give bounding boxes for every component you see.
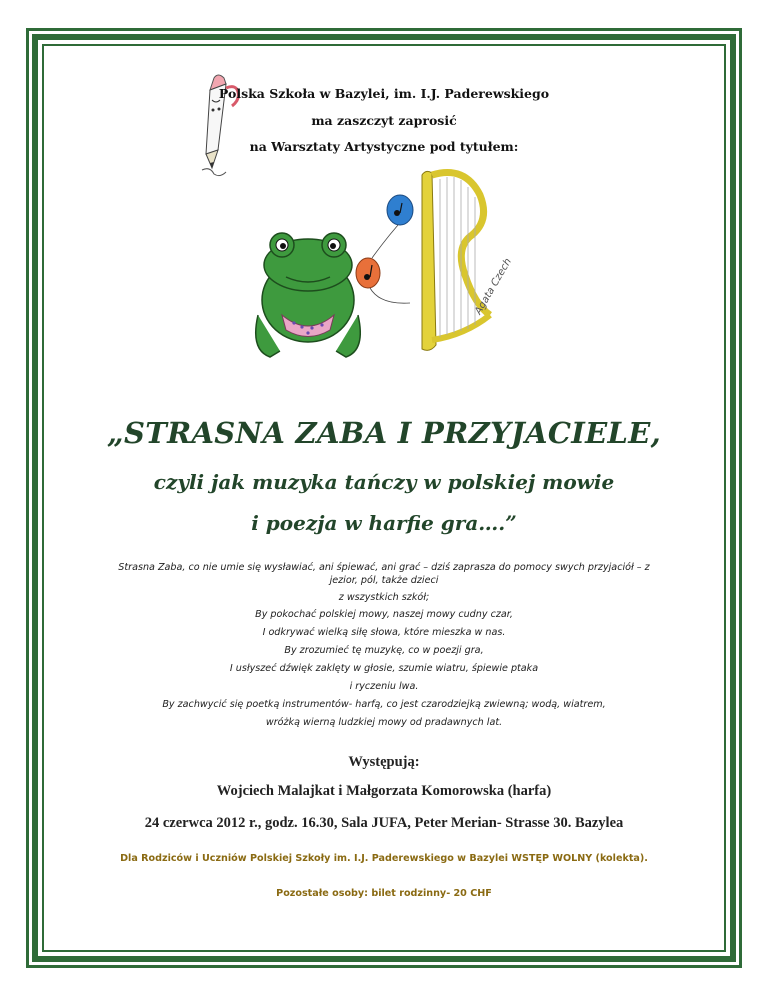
harp-drawing: [422, 171, 490, 350]
performers-heading: Występują:: [348, 754, 420, 770]
school-name: Polska Szkoła w Bazylei, im. I.J. Paderewskiego: [218, 86, 550, 101]
free-entry-note: Dla Rodziców i Uczniów Polskiej Szkoły im. I.J. Paderewskiego w Bazylei WSTĘP WOLNY (kolekta).: [120, 853, 648, 864]
frog-harp-illustration: [250, 165, 540, 370]
poem-line-9: By zachwycić się poetką instrumentów- harfą, co jest czarodziejką zwiewną; wodą, wiatrem,: [162, 699, 606, 710]
frog-drawing: [256, 233, 361, 357]
balloon-drawings: [356, 195, 413, 303]
poem-line-6: By zrozumieć tę muzykę, co w poezji gra,: [284, 645, 484, 656]
performers-names: Wojciech Malajkat i Małgorzata Komorowska (harfa): [216, 783, 552, 799]
poem-line-2: jezior, pól, także dzieci: [329, 575, 439, 586]
poem-line-4: By pokochać polskiej mowy, naszej mowy cudny czar,: [255, 609, 513, 620]
poem-line-3: z wszystkich szkół;: [338, 592, 430, 603]
poem-line-10: wróżką wierną ludzkiej mowy od pradawnych lat.: [265, 717, 503, 728]
ticket-price-note: Pozostałe osoby: bilet rodzinny- 20 CHF: [276, 888, 492, 899]
main-title: „STRASNA ZABA I PRZYJACIELE,: [106, 416, 662, 450]
poem-line-8: i ryczeniu lwa.: [349, 681, 419, 692]
event-details: 24 czerwca 2012 r., godz. 16.30, Sala JUFA, Peter Merian- Strasse 30. Bazylea: [144, 815, 624, 831]
poem-line-1: Strasna Zaba, co nie umie się wysławiać, ani śpiewać, ani grać – dziś zaprasza do pomocy swych przyjaciół – z: [118, 562, 650, 573]
artist-signature: Agata Czech: [473, 256, 514, 317]
subtitle-line-1: czyli jak muzyka tańczy w polskiej mowie: [153, 470, 615, 494]
invitation-line: ma zaszczyt zaprosić: [311, 113, 457, 128]
poem-line-5: I odkrywać wielką siłę słowa, które mieszka w nas.: [262, 627, 506, 638]
poem-line-7: I usłyszeć dźwięk zaklęty w głosie, szumie wiatru, śpiewie ptaka: [229, 663, 539, 674]
subtitle-line-2: i poezja w harfie gra….”: [251, 511, 517, 535]
workshop-intro: na Warsztaty Artystyczne pod tytułem:: [249, 139, 519, 154]
